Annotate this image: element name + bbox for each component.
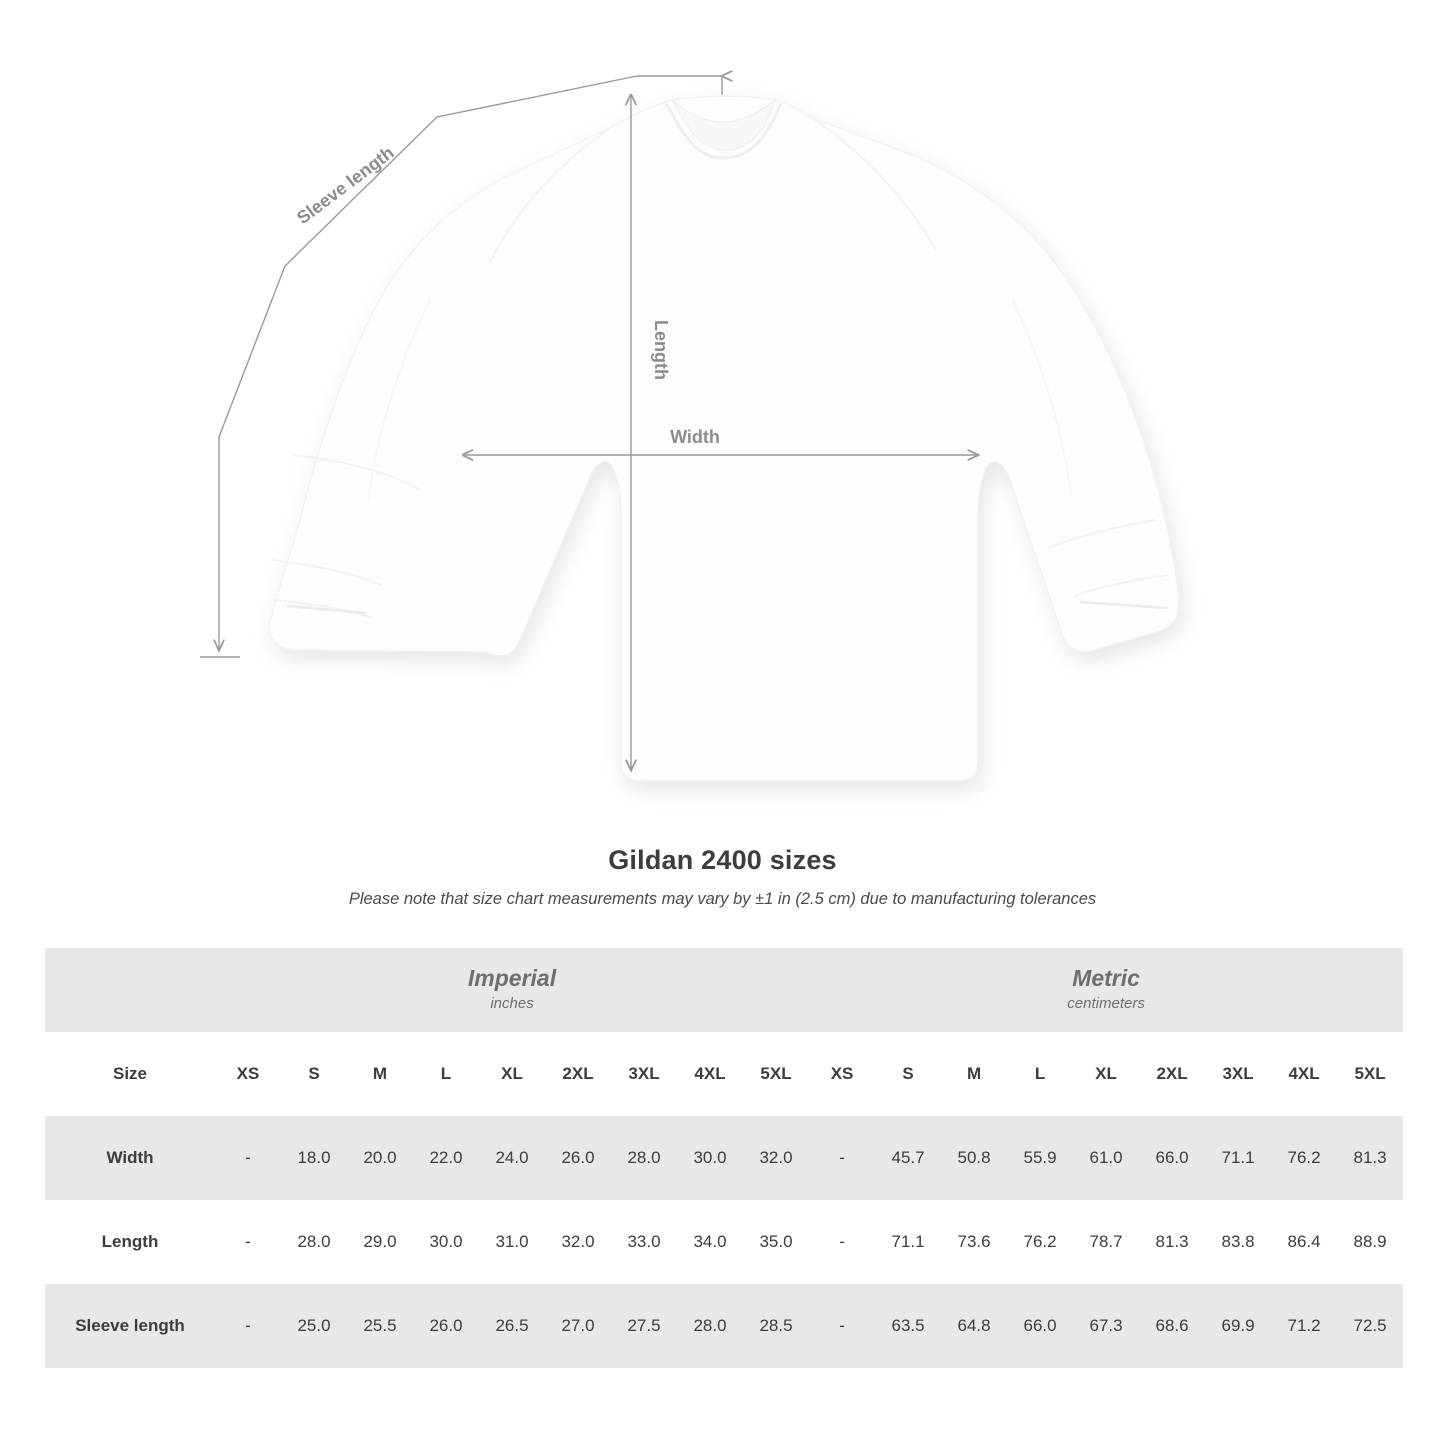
cell-length-metric-m: 73.6 (941, 1200, 1007, 1284)
cell-width-metric-2xl: 66.0 (1139, 1116, 1205, 1200)
cell-length-metric-3xl: 83.8 (1205, 1200, 1271, 1284)
sleeve-length-label: Sleeve length (293, 142, 398, 229)
cell-length-metric-xs: - (809, 1200, 875, 1284)
cell-length-imperial-s: 28.0 (281, 1200, 347, 1284)
cell-sleeve-imperial-3xl: 27.5 (611, 1284, 677, 1368)
size-header-imperial-l: L (413, 1032, 479, 1116)
unit-group-metric (809, 948, 1403, 1032)
chart-heading-block (0, 845, 1445, 909)
cell-sleeve-imperial-xl: 26.5 (479, 1284, 545, 1368)
cell-width-metric-s: 45.7 (875, 1116, 941, 1200)
unit-group-metric-name: Metric (1072, 964, 1140, 991)
cell-width-imperial-s: 18.0 (281, 1116, 347, 1200)
cell-width-imperial-l: 22.0 (413, 1116, 479, 1200)
cell-length-metric-xl: 78.7 (1073, 1200, 1139, 1284)
cell-length-imperial-4xl: 34.0 (677, 1200, 743, 1284)
size-header-metric-s: S (875, 1032, 941, 1116)
cell-width-imperial-m: 20.0 (347, 1116, 413, 1200)
cell-length-metric-2xl: 81.3 (1139, 1200, 1205, 1284)
size-header-label: Size (45, 1032, 215, 1116)
size-header-imperial-2xl: 2XL (545, 1032, 611, 1116)
cell-sleeve-metric-m: 64.8 (941, 1284, 1007, 1368)
cell-length-imperial-xl: 31.0 (479, 1200, 545, 1284)
cell-width-imperial-5xl: 32.0 (743, 1116, 809, 1200)
size-header-imperial-xl: XL (479, 1032, 545, 1116)
cell-width-metric-3xl: 71.1 (1205, 1116, 1271, 1200)
cell-sleeve-metric-4xl: 71.2 (1271, 1284, 1337, 1368)
cell-sleeve-metric-l: 66.0 (1007, 1284, 1073, 1368)
size-header-metric-m: M (941, 1032, 1007, 1116)
cell-length-imperial-3xl: 33.0 (611, 1200, 677, 1284)
cell-width-metric-m: 50.8 (941, 1116, 1007, 1200)
cell-length-imperial-m: 29.0 (347, 1200, 413, 1284)
table-row (45, 1200, 1403, 1284)
cell-sleeve-imperial-xs: - (215, 1284, 281, 1368)
row-label-length: Length (45, 1200, 215, 1284)
cell-sleeve-imperial-4xl: 28.0 (677, 1284, 743, 1368)
cell-sleeve-imperial-m: 25.5 (347, 1284, 413, 1368)
cell-width-metric-xs: - (809, 1116, 875, 1200)
size-header-imperial-s: S (281, 1032, 347, 1116)
cell-width-imperial-2xl: 26.0 (545, 1116, 611, 1200)
cell-sleeve-metric-xs: - (809, 1284, 875, 1368)
tolerance-note: Please note that size chart measurements may vary by ±1 in (2.5 cm) due to manufacturing tolerances (348, 890, 1097, 908)
size-header-metric-xs: XS (809, 1032, 875, 1116)
cell-sleeve-metric-5xl: 72.5 (1337, 1284, 1403, 1368)
unit-group-imperial-name: Imperial (467, 964, 557, 991)
cell-length-imperial-l: 30.0 (413, 1200, 479, 1284)
size-header-imperial-xs: XS (215, 1032, 281, 1116)
cell-length-imperial-2xl: 32.0 (545, 1200, 611, 1284)
cell-sleeve-metric-s: 63.5 (875, 1284, 941, 1368)
cell-sleeve-metric-3xl: 69.9 (1205, 1284, 1271, 1368)
row-label-width: Width (45, 1116, 215, 1200)
size-header-metric-xl: XL (1073, 1032, 1139, 1116)
size-header-row (45, 1032, 1403, 1116)
cell-width-imperial-xs: - (215, 1116, 281, 1200)
cell-width-metric-5xl: 81.3 (1337, 1116, 1403, 1200)
cell-width-imperial-xl: 24.0 (479, 1116, 545, 1200)
cell-length-metric-4xl: 86.4 (1271, 1200, 1337, 1284)
cell-width-metric-l: 55.9 (1007, 1116, 1073, 1200)
row-label-sleeve-length: Sleeve length (45, 1284, 215, 1368)
size-header-metric-4xl: 4XL (1271, 1032, 1337, 1116)
cell-length-imperial-5xl: 35.0 (743, 1200, 809, 1284)
cell-sleeve-imperial-5xl: 28.5 (743, 1284, 809, 1368)
cell-sleeve-imperial-2xl: 27.0 (545, 1284, 611, 1368)
size-header-metric-2xl: 2XL (1139, 1032, 1205, 1116)
cell-length-metric-s: 71.1 (875, 1200, 941, 1284)
cell-length-metric-5xl: 88.9 (1337, 1200, 1403, 1284)
unit-group-imperial-sub: inches (490, 995, 534, 1013)
cell-length-imperial-xs: - (215, 1200, 281, 1284)
table-row (45, 1284, 1403, 1368)
cell-sleeve-metric-2xl: 68.6 (1139, 1284, 1205, 1368)
size-header-imperial-3xl: 3XL (611, 1032, 677, 1116)
unit-group-metric-sub: centimeters (1067, 995, 1145, 1013)
cell-sleeve-imperial-l: 26.0 (413, 1284, 479, 1368)
unit-corner-cell (45, 948, 215, 1032)
width-label: Width (670, 427, 720, 447)
unit-group-imperial (215, 948, 809, 1032)
unit-header-row (45, 948, 1403, 1032)
size-header-metric-5xl: 5XL (1337, 1032, 1403, 1116)
size-header-imperial-m: M (347, 1032, 413, 1116)
shirt-shape (269, 96, 1179, 781)
page-title: Gildan 2400 sizes (608, 845, 837, 875)
cell-width-metric-xl: 61.0 (1073, 1116, 1139, 1200)
cell-width-imperial-3xl: 28.0 (611, 1116, 677, 1200)
size-header-imperial-5xl: 5XL (743, 1032, 809, 1116)
cell-width-imperial-4xl: 30.0 (677, 1116, 743, 1200)
cell-width-metric-4xl: 76.2 (1271, 1116, 1337, 1200)
cell-length-metric-l: 76.2 (1007, 1200, 1073, 1284)
size-header-metric-l: L (1007, 1032, 1073, 1116)
cell-sleeve-imperial-s: 25.0 (281, 1284, 347, 1368)
size-chart-table (45, 948, 1403, 1368)
size-header-metric-3xl: 3XL (1205, 1032, 1271, 1116)
table-row (45, 1116, 1403, 1200)
size-chart-table-wrapper (45, 948, 1400, 1368)
length-label: Length (651, 320, 671, 380)
size-header-imperial-4xl: 4XL (677, 1032, 743, 1116)
cell-sleeve-metric-xl: 67.3 (1073, 1284, 1139, 1368)
